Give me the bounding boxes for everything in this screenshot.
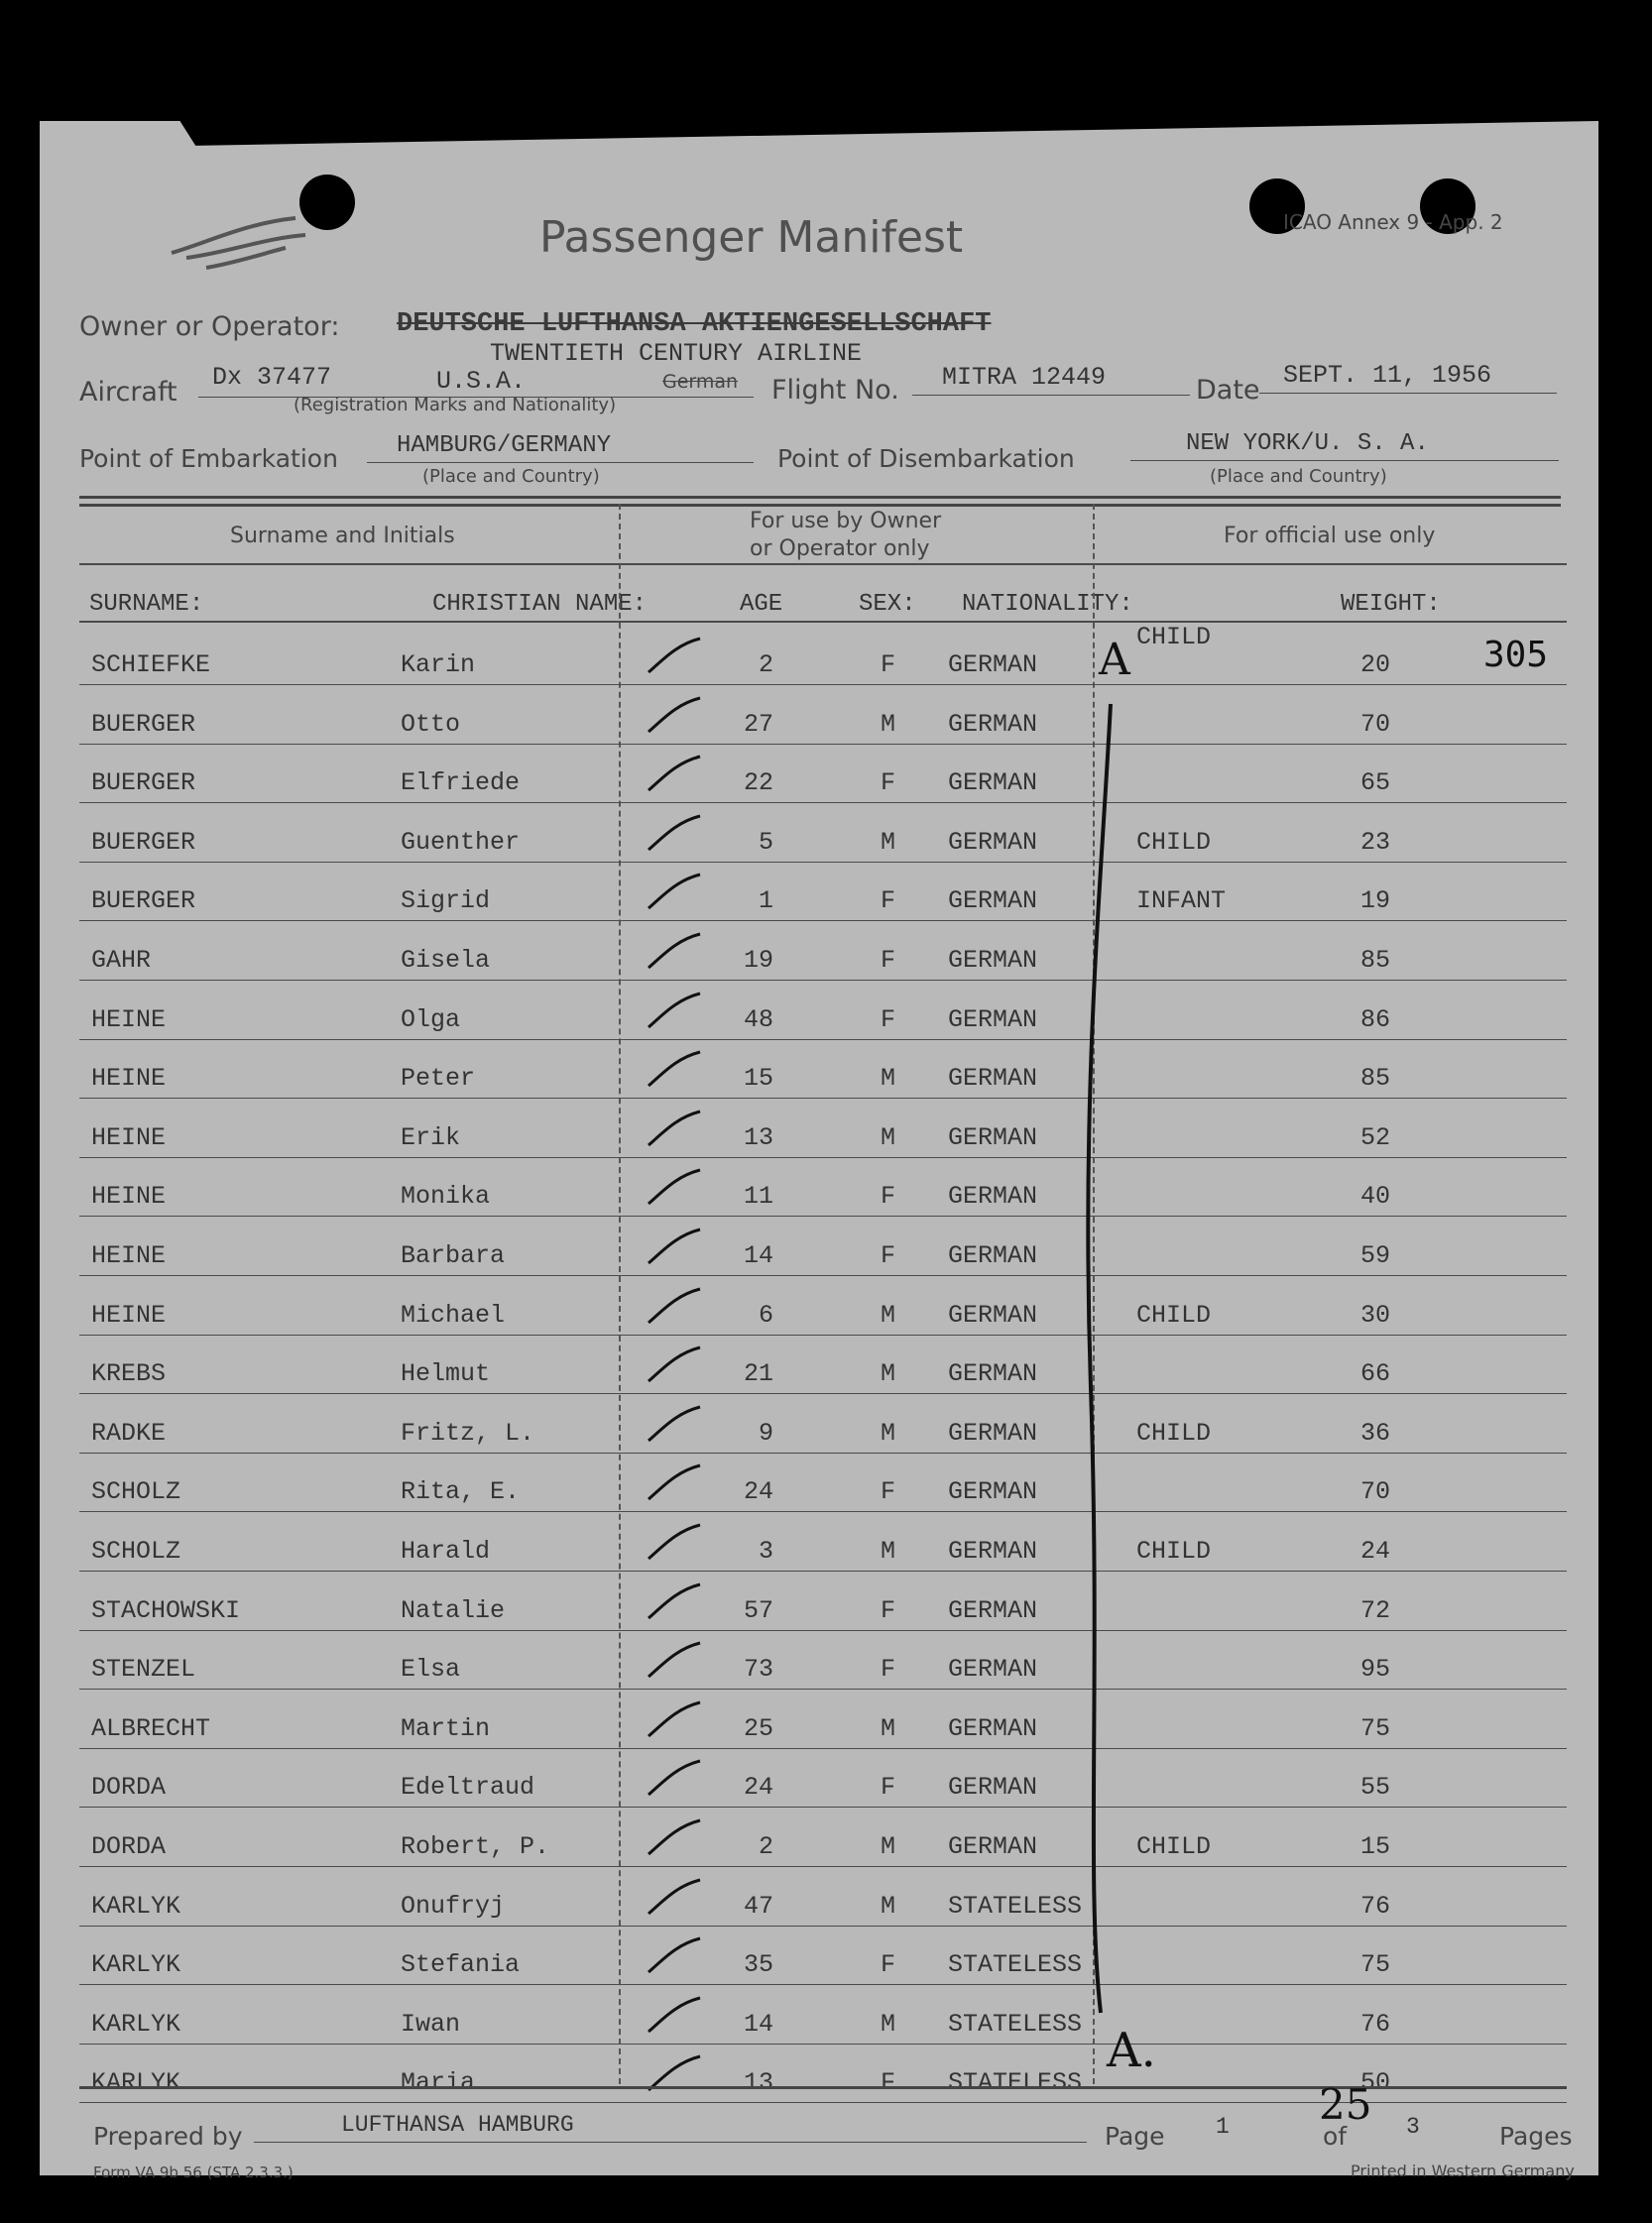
passenger-weight: 30 [1360, 1300, 1391, 1330]
handwritten-mark-bottom: A. [1107, 2023, 1156, 2078]
row-rule [79, 802, 1567, 803]
passenger-sex: M [881, 2009, 896, 2039]
embarkation-underline [367, 462, 754, 463]
passenger-nationality: STATELESS [948, 2068, 1083, 2098]
passenger-sex: F [881, 768, 896, 798]
checkmark-icon [645, 1996, 704, 2036]
passenger-sex: M [881, 1418, 896, 1448]
passenger-surname: KREBS [91, 1359, 167, 1389]
passenger-surname: SCHIEFKE [91, 650, 211, 679]
passenger-sex: M [881, 1359, 896, 1389]
passenger-christian-name: Erik [401, 1122, 461, 1152]
col-sex: SEX: [859, 591, 916, 618]
passenger-surname: SCHOLZ [91, 1477, 181, 1507]
passenger-age: 2 [758, 1832, 773, 1861]
passenger-christian-name: Maria [401, 2068, 476, 2098]
passenger-sex: M [881, 827, 896, 857]
passenger-official-note: CHILD [1136, 1537, 1212, 1566]
passenger-age: 9 [758, 1418, 773, 1448]
row-rule [79, 980, 1567, 981]
passenger-nationality: GERMAN [948, 1418, 1038, 1448]
passenger-age: 48 [743, 1004, 773, 1034]
prepared-underline [254, 2142, 1087, 2143]
passenger-official-note: CHILD [1136, 623, 1212, 651]
column-group-rule [79, 563, 1567, 565]
passenger-age: 24 [743, 1477, 773, 1507]
passenger-surname: BUERGER [91, 886, 196, 916]
disembarkation-label: Point of Disembarkation [777, 444, 1075, 473]
passenger-christian-name: Elsa [401, 1655, 461, 1685]
passenger-age: 13 [743, 1122, 773, 1152]
passenger-surname: HEINE [91, 1300, 167, 1330]
column-divider-left [619, 504, 621, 2084]
passenger-sex: M [881, 1300, 896, 1330]
passenger-christian-name: Michael [401, 1300, 506, 1330]
col-surname: SURNAME: [89, 591, 204, 618]
col-christian-name: CHRISTIAN NAME: [432, 591, 648, 618]
passenger-surname: BUERGER [91, 709, 196, 739]
passenger-nationality: GERMAN [948, 650, 1038, 679]
passenger-weight: 55 [1360, 1773, 1391, 1803]
passenger-surname: STENZEL [91, 1655, 196, 1685]
passenger-weight: 75 [1360, 1713, 1391, 1743]
checkmark-icon [645, 637, 704, 676]
passenger-sex: M [881, 709, 896, 739]
col-weight: WEIGHT: [1341, 591, 1441, 618]
row-rule [79, 1039, 1567, 1040]
passenger-surname: HEINE [91, 1064, 167, 1094]
passenger-official-note: CHILD [1136, 1300, 1212, 1330]
owner-typed: TWENTIETH CENTURY AIRLINE [490, 339, 863, 368]
checkmark-icon [645, 814, 704, 854]
passenger-age: 22 [743, 768, 773, 798]
of-value: 3 [1406, 2114, 1420, 2140]
passenger-christian-name: Onufryj [401, 1891, 506, 1921]
passenger-nationality: GERMAN [948, 709, 1038, 739]
checkmark-icon [645, 755, 704, 794]
passenger-sex: M [881, 1122, 896, 1152]
header-double-rule-1 [79, 496, 1561, 499]
passenger-weight: 76 [1360, 1891, 1391, 1921]
passenger-nationality: GERMAN [948, 768, 1038, 798]
passenger-nationality: STATELESS [948, 1950, 1083, 1980]
passenger-christian-name: Natalie [401, 1595, 506, 1625]
passenger-christian-name: Edeltraud [401, 1773, 535, 1803]
row-rule [79, 1453, 1567, 1454]
passenger-age: 25 [743, 1713, 773, 1743]
checkmark-icon [645, 1523, 704, 1563]
passenger-sex: M [881, 1713, 896, 1743]
prepared-by-label: Prepared by [93, 2122, 243, 2151]
passenger-nationality: GERMAN [948, 1773, 1038, 1803]
col-age: AGE [740, 591, 783, 618]
row-rule [79, 1748, 1567, 1749]
passenger-christian-name: Monika [401, 1182, 491, 1212]
passenger-age: 14 [743, 1241, 773, 1270]
passenger-weight: 50 [1360, 2068, 1391, 2098]
stamp-number: 305 [1483, 635, 1549, 675]
passenger-nationality: GERMAN [948, 1004, 1038, 1034]
passenger-age: 35 [743, 1950, 773, 1980]
passenger-age: 11 [743, 1182, 773, 1212]
row-rule [79, 1630, 1567, 1631]
flight-underline [912, 395, 1190, 396]
handwritten-mark-top: A [1099, 635, 1130, 685]
passenger-christian-name: Olga [401, 1004, 461, 1034]
passenger-sex: M [881, 1832, 896, 1861]
passenger-age: 27 [743, 709, 773, 739]
checkmark-icon [645, 932, 704, 972]
column-group-owner: For use by Owner or Operator only [750, 509, 942, 561]
passenger-weight: 65 [1360, 768, 1391, 798]
passenger-nationality: GERMAN [948, 886, 1038, 916]
passenger-weight: 20 [1360, 650, 1391, 679]
passenger-official-note: INFANT [1136, 886, 1227, 916]
checkmark-icon [645, 873, 704, 912]
passenger-sex: M [881, 1064, 896, 1094]
checkmark-icon [645, 1228, 704, 1267]
passenger-christian-name: Barbara [401, 1241, 506, 1270]
passenger-weight: 15 [1360, 1832, 1391, 1861]
passenger-nationality: GERMAN [948, 1064, 1038, 1094]
row-rule [79, 2044, 1567, 2045]
handwritten-page-total: 25 [1319, 2080, 1372, 2129]
passenger-weight: 86 [1360, 1004, 1391, 1034]
checkmark-icon [645, 1641, 704, 1681]
passenger-official-note: CHILD [1136, 1418, 1212, 1448]
embarkation-value: HAMBURG/GERMANY [397, 432, 612, 459]
passenger-surname: BUERGER [91, 827, 196, 857]
passenger-nationality: STATELESS [948, 2009, 1083, 2039]
owner-label: Owner or Operator: [79, 311, 340, 342]
checkmark-icon [645, 1759, 704, 1799]
passenger-nationality: GERMAN [948, 1713, 1038, 1743]
passenger-sex: F [881, 1595, 896, 1625]
passenger-surname: BUERGER [91, 768, 196, 798]
passenger-sex: F [881, 1477, 896, 1507]
passenger-age: 73 [743, 1655, 773, 1685]
passenger-weight: 24 [1360, 1537, 1391, 1566]
passenger-nationality: GERMAN [948, 1182, 1038, 1212]
row-rule [79, 744, 1567, 745]
passenger-weight: 59 [1360, 1241, 1391, 1270]
column-group-official: For official use only [1224, 524, 1436, 548]
passenger-christian-name: Stefania [401, 1950, 521, 1980]
passenger-christian-name: Elfriede [401, 768, 521, 798]
passenger-weight: 70 [1360, 709, 1391, 739]
prepared-by-value: LUFTHANSA HAMBURG [341, 2112, 574, 2138]
passenger-age: 21 [743, 1359, 773, 1389]
passenger-age: 15 [743, 1064, 773, 1094]
passenger-sex: F [881, 946, 896, 975]
passenger-weight: 72 [1360, 1595, 1391, 1625]
passenger-sex: F [881, 1241, 896, 1270]
passenger-nationality: GERMAN [948, 946, 1038, 975]
passenger-weight: 75 [1360, 1950, 1391, 1980]
checkmark-icon [645, 1818, 704, 1858]
passenger-christian-name: Robert, P. [401, 1832, 550, 1861]
passenger-age: 5 [758, 827, 773, 857]
flight-date: SEPT. 11, 1956 [1283, 361, 1492, 390]
row-rule [79, 1157, 1567, 1158]
passenger-weight: 95 [1360, 1655, 1391, 1685]
passenger-weight: 85 [1360, 1064, 1391, 1094]
icao-reference: ICAO Annex 9 - App. 2 [1283, 210, 1503, 234]
passenger-sex: F [881, 1182, 896, 1212]
crane-logo [167, 213, 315, 283]
row-rule [79, 684, 1567, 685]
passenger-sex: F [881, 1950, 896, 1980]
passenger-age: 1 [758, 886, 773, 916]
row-rule [79, 1866, 1567, 1867]
passenger-age: 57 [743, 1595, 773, 1625]
header-double-rule-2 [79, 504, 1561, 507]
passenger-sex: M [881, 1891, 896, 1921]
passenger-surname: RADKE [91, 1418, 167, 1448]
checkmark-icon [645, 1463, 704, 1503]
passenger-nationality: GERMAN [948, 1595, 1038, 1625]
checkmark-icon [645, 1050, 704, 1090]
date-underline [1259, 393, 1557, 394]
passenger-christian-name: Gisela [401, 946, 491, 975]
passenger-sex: F [881, 1773, 896, 1803]
row-rule [79, 1216, 1567, 1217]
passenger-surname: HEINE [91, 1004, 167, 1034]
passenger-surname: KARLYK [91, 2009, 181, 2039]
date-label: Date [1196, 375, 1260, 406]
checkmark-icon [645, 696, 704, 736]
checkmark-icon [645, 1700, 704, 1740]
passenger-christian-name: Martin [401, 1713, 491, 1743]
aircraft-nationality: U.S.A. [436, 367, 527, 396]
passenger-age: 24 [743, 1773, 773, 1803]
passenger-surname: GAHR [91, 946, 152, 975]
checkmark-icon [645, 1168, 704, 1208]
col-nationality: NATIONALITY: [962, 591, 1133, 618]
pages-label: Pages [1499, 2122, 1573, 2151]
of-label: of [1323, 2122, 1348, 2151]
form-code: Form VA 9b 56 (STA 2.3.3.) [93, 2164, 294, 2181]
passenger-age: 13 [743, 2068, 773, 2098]
passenger-nationality: GERMAN [948, 1122, 1038, 1152]
passenger-weight: 40 [1360, 1182, 1391, 1212]
passenger-surname: KARLYK [91, 2068, 181, 2098]
row-rule [79, 920, 1567, 921]
checkmark-icon [645, 1287, 704, 1327]
passenger-surname: DORDA [91, 1773, 167, 1803]
passenger-sex: F [881, 886, 896, 916]
passenger-weight: 19 [1360, 886, 1391, 916]
passenger-weight: 23 [1360, 827, 1391, 857]
passenger-nationality: GERMAN [948, 1832, 1038, 1861]
page-label: Page [1105, 2122, 1165, 2151]
passenger-surname: ALBRECHT [91, 1713, 211, 1743]
embarkation-label: Point of Embarkation [79, 444, 338, 473]
printed-note: Printed in Western Germany [1351, 2162, 1575, 2180]
passenger-surname: HEINE [91, 1241, 167, 1270]
flight-number: MITRA 12449 [942, 363, 1107, 392]
passenger-sex: F [881, 650, 896, 679]
passenger-christian-name: Helmut [401, 1359, 491, 1389]
passenger-nationality: GERMAN [948, 1655, 1038, 1685]
passenger-sex: M [881, 1537, 896, 1566]
disembarkation-value: NEW YORK/U. S. A. [1186, 430, 1429, 457]
passenger-nationality: GERMAN [948, 1300, 1038, 1330]
row-rule [79, 1689, 1567, 1690]
row-rule [79, 862, 1567, 863]
passenger-christian-name: Harald [401, 1537, 491, 1566]
passenger-weight: 85 [1360, 946, 1391, 975]
passenger-age: 6 [758, 1300, 773, 1330]
passenger-weight: 70 [1360, 1477, 1391, 1507]
owner-struck-text: DEUTSCHE LUFTHANSA AKTIENGESELLSCHAFT [397, 309, 992, 339]
passenger-age: 47 [743, 1891, 773, 1921]
checkmark-icon [645, 1582, 704, 1622]
row-rule [79, 1571, 1567, 1572]
checkmark-icon [645, 1936, 704, 1976]
checkmark-icon [645, 992, 704, 1031]
passenger-weight: 66 [1360, 1359, 1391, 1389]
passenger-surname: KARLYK [91, 1950, 181, 1980]
passenger-age: 2 [758, 650, 773, 679]
passenger-christian-name: Peter [401, 1064, 476, 1094]
flight-label: Flight No. [771, 375, 899, 406]
passenger-christian-name: Fritz, L. [401, 1418, 535, 1448]
passenger-nationality: GERMAN [948, 827, 1038, 857]
checkmark-icon [645, 1110, 704, 1149]
passenger-christian-name: Guenther [401, 827, 521, 857]
passenger-nationality: GERMAN [948, 1537, 1038, 1566]
passenger-weight: 76 [1360, 2009, 1391, 2039]
page-number: 1 [1216, 2114, 1230, 2140]
aircraft-struck: German [662, 371, 739, 393]
checkmark-icon [645, 1405, 704, 1445]
aircraft-registration: Dx 37477 [212, 363, 332, 392]
row-rule [79, 1984, 1567, 1985]
row-rule [79, 1807, 1567, 1808]
passenger-sex: F [881, 1004, 896, 1034]
passenger-surname: HEINE [91, 1182, 167, 1212]
passenger-christian-name: Karin [401, 650, 476, 679]
row-rule [79, 1511, 1567, 1512]
passenger-nationality: GERMAN [948, 1241, 1038, 1270]
passenger-christian-name: Otto [401, 709, 461, 739]
passenger-surname: DORDA [91, 1832, 167, 1861]
passenger-age: 3 [758, 1537, 773, 1566]
row-rule [79, 1393, 1567, 1394]
disembarkation-caption: (Place and Country) [1210, 466, 1387, 487]
row-rule [79, 1926, 1567, 1927]
passenger-weight: 36 [1360, 1418, 1391, 1448]
passenger-nationality: STATELESS [948, 1891, 1083, 1921]
passenger-surname: HEINE [91, 1122, 167, 1152]
passenger-sex: F [881, 2068, 896, 2098]
passenger-nationality: GERMAN [948, 1477, 1038, 1507]
checkmark-icon [645, 1346, 704, 1385]
disembarkation-underline [1130, 460, 1559, 461]
passenger-weight: 52 [1360, 1122, 1391, 1152]
passenger-christian-name: Rita, E. [401, 1477, 521, 1507]
page-title: Passenger Manifest [539, 212, 964, 263]
passenger-surname: KARLYK [91, 1891, 181, 1921]
row-rule [79, 1275, 1567, 1276]
passenger-official-note: CHILD [1136, 827, 1212, 857]
handwritten-bracket-line [1071, 694, 1130, 2023]
row-rule [79, 1098, 1567, 1099]
passenger-surname: SCHOLZ [91, 1537, 181, 1566]
checkmark-icon [645, 1878, 704, 1918]
passenger-nationality: GERMAN [948, 1359, 1038, 1389]
passenger-official-note: CHILD [1136, 1832, 1212, 1861]
passenger-age: 14 [743, 2009, 773, 2039]
aircraft-label: Aircraft [79, 377, 177, 408]
passenger-christian-name: Sigrid [401, 886, 491, 916]
column-group-surname: Surname and Initials [230, 524, 455, 548]
passenger-christian-name: Iwan [401, 2009, 461, 2039]
passenger-sex: F [881, 1655, 896, 1685]
column-header-rule [79, 621, 1567, 623]
embarkation-caption: (Place and Country) [422, 466, 600, 487]
passenger-surname: STACHOWSKI [91, 1595, 241, 1625]
passenger-age: 19 [743, 946, 773, 975]
row-rule [79, 1335, 1567, 1336]
registration-caption: (Registration Marks and Nationality) [294, 395, 617, 415]
